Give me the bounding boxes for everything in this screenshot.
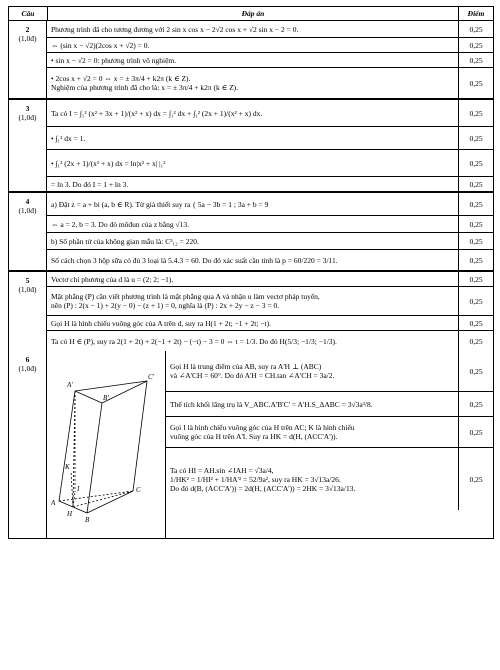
score-cell: 0,25 [458, 233, 493, 249]
header-answer: Đáp án [241, 9, 265, 18]
answer-text [47, 100, 458, 126]
question-number-cell [9, 193, 47, 270]
question-number: 5 [25, 276, 30, 285]
answer-text [47, 250, 458, 270]
answer-row [47, 53, 493, 68]
answer-line: • sin x − √2 = 0: phương trình vô nghiệm. [51, 55, 177, 65]
question-points: (1,0đ) [18, 34, 37, 43]
question-points: (1,0đ) [18, 206, 37, 215]
answer-line: Gọi H là hình chiếu vuông góc của A trên d, suy ra H(1 + 2t; −1 + 2t; −t). [51, 318, 272, 328]
question-6-block [9, 351, 493, 538]
question-2-block [9, 21, 493, 100]
label-K: K [65, 463, 70, 471]
label-A1: A' [67, 381, 73, 389]
answer-text [47, 127, 458, 149]
question-points: (1,0đ) [18, 364, 37, 373]
score-cell: 0,25 [458, 127, 493, 149]
answer-line: b) Số phần tử của không gian mẫu là: C³₁₂ = 220. [51, 236, 199, 246]
answer-table [8, 6, 494, 539]
question-3-block [9, 100, 493, 193]
answer-row [47, 287, 493, 316]
answer-text [47, 193, 458, 215]
score-cell: 0,25 [458, 351, 493, 391]
answer-line: ⇔ a = 2, b = 3. Do đó môđun của z bằng √13. [51, 219, 189, 229]
question-number-cell [9, 272, 47, 351]
answer-line: 1/HK² = 1/HI² + 1/HA'² = 52/9a², suy ra HK = 3√13a/26. [170, 474, 341, 484]
label-B1: B' [103, 394, 109, 402]
answer-text [166, 448, 458, 510]
answer-row [47, 68, 493, 98]
label-I: I [77, 485, 80, 493]
score-cell: 0,25 [458, 100, 493, 126]
answer-row [47, 193, 493, 216]
answer-row [166, 417, 493, 448]
answer-text [47, 233, 458, 249]
answer-line: Gọi H là trung điểm của AB, suy ra A'H ⊥ (ABC) [170, 362, 322, 371]
answer-line: và ∠A'CH = 60°. Do đó A'H = CH.tan ∠A'CH = 3a/2. [170, 371, 335, 380]
score-cell: 0,25 [458, 216, 493, 232]
label-A: A [51, 499, 56, 507]
question-number-cell [9, 100, 47, 191]
answer-row [47, 21, 493, 38]
answer-rows [47, 272, 493, 351]
answer-row [47, 100, 493, 127]
answer-row [47, 38, 493, 53]
answer-text [47, 331, 458, 351]
score-cell: 0,25 [458, 250, 493, 270]
answer-row [47, 272, 493, 287]
answer-rows [47, 193, 493, 270]
answer-text [166, 351, 458, 391]
score-cell: 0,25 [458, 68, 493, 98]
answer-text [47, 38, 458, 52]
answer-text [166, 392, 458, 416]
question-number-cell [9, 21, 47, 98]
answer-row [47, 250, 493, 270]
answer-line: Thể tích khối lăng trụ là V_ABC.A'B'C' = A'H.S_ΔABC = 3√3a³/8. [170, 399, 373, 409]
answer-line: Nghiệm của phương trình đã cho là: x = ± 3π/4 + k2π (k ∈ Z). [51, 83, 239, 92]
answer-line: ⇔ (sin x − √2)(2cos x + √2) = 0. [51, 40, 150, 50]
answer-row [47, 331, 493, 351]
answer-row [47, 177, 493, 191]
answer-line: Ta có HI = AH.sin ∠IAH = √3a/4, [170, 465, 274, 475]
answer-row [166, 448, 493, 510]
answer-text [47, 53, 458, 67]
answer-line: Vectơ chỉ phương của d là u = (2; 2; −1). [51, 274, 174, 284]
answer-line: Phương trình đã cho tương đương với 2 sin x cos x − 2√2 cos x + √2 sin x − 2 = 0. [51, 24, 299, 34]
answer-line: Mặt phẳng (P) cần viết phương trình là mặt phẳng qua A và nhận u làm vectơ pháp tuyến, [51, 292, 320, 301]
answer-line: nên (P) : 2(x − 1) + 2(y − 0) − (z + 1) = 0, nghĩa là (P) : 2x + 2y − z − 3 = 0. [51, 301, 280, 310]
answer-text [47, 150, 458, 176]
answer-line: = ln 3. Do đó I = 1 + ln 3. [51, 179, 129, 189]
answer-row [166, 392, 493, 417]
score-cell: 0,25 [458, 331, 493, 351]
answer-row [166, 351, 493, 392]
answer-row [47, 233, 493, 250]
answer-text [47, 21, 458, 37]
label-B: B [85, 516, 90, 524]
question-number: 6 [25, 355, 30, 364]
score-cell: 0,25 [458, 38, 493, 52]
score-cell: 0,25 [458, 392, 493, 416]
prism-figure [47, 351, 166, 538]
score-cell: 0,25 [458, 287, 493, 315]
question-number: 2 [25, 25, 30, 34]
question-points: (1,0đ) [18, 113, 37, 122]
score-cell: 0,25 [458, 177, 493, 191]
score-cell: 0,25 [458, 21, 493, 37]
answer-row [47, 127, 493, 150]
answer-line: Ta có I = ∫₁² (x² + 3x + 1)/(x² + x) dx = ∫₁² dx + ∫₁² (2x + 1)/(x² + x) dx. [51, 108, 263, 118]
answer-line: Ta có H ∈ (P), suy ra 2(1 + 2t) + 2(−1 + 2t) − (−t) − 3 = 0 ⇔ t = 1/3. Do đó H(5/3; −1/3; −1/3). [51, 336, 337, 346]
answer-text [166, 417, 458, 447]
question-4-block [9, 193, 493, 272]
answer-row [47, 216, 493, 233]
answer-line: vuông góc của H trên A'I. Suy ra HK = d(H, (ACC'A')). [170, 432, 338, 441]
label-C: C [136, 486, 141, 494]
label-C1: C' [148, 373, 155, 381]
score-cell: 0,25 [458, 417, 493, 447]
answer-text [47, 68, 458, 98]
score-cell: 0,25 [458, 448, 493, 510]
score-cell: 0,25 [458, 193, 493, 215]
answer-text [47, 216, 458, 232]
header-score: Điểm [458, 7, 493, 20]
answer-text [47, 177, 458, 191]
header-question: Câu [9, 7, 48, 20]
answer-line: a) Đặt z = a + bi (a, b ∈ R). Từ giả thiết suy ra { 5a − 3b = 1 ; 3a + b = 9 [51, 199, 269, 209]
answer-text [47, 272, 458, 286]
question-number: 3 [25, 104, 30, 113]
score-cell: 0,25 [458, 150, 493, 176]
answer-line: Gọi I là hình chiếu vuông góc của H trên AC; K là hình chiếu [170, 423, 355, 432]
score-cell: 0,25 [458, 53, 493, 67]
question-5-block [9, 272, 493, 351]
question-points: (1,0đ) [18, 285, 37, 294]
answer-row [47, 150, 493, 177]
answer-rows [47, 100, 493, 191]
question-6-number-cell [9, 351, 47, 538]
score-cell: 0,25 [458, 316, 493, 330]
answer-rows [47, 21, 493, 98]
table-header [9, 7, 493, 21]
label-H: H [67, 510, 73, 518]
score-cell: 0,25 [458, 272, 493, 286]
question-6-rows [166, 351, 493, 538]
answer-line: • 2cos x + √2 = 0 ⇔ x = ± 3π/4 + k2π (k ∈ Z). [51, 74, 191, 83]
answer-line: Do đó d(B, (ACC'A')) = 2d(H, (ACC'A')) = 2HK = 3√13a/13. [170, 483, 356, 493]
answer-text [47, 316, 458, 330]
answer-line: • ∫₁² (2x + 1)/(x² + x) dx = ln|x² + x| |₁² [51, 158, 166, 168]
question-number: 4 [25, 197, 30, 206]
answer-row [47, 316, 493, 331]
answer-text [47, 287, 458, 315]
answer-line: Số cách chọn 3 hộp sữa có đủ 3 loại là 5.4.3 = 60. Do đó xác suất cần tính là p = 60/220 = 3/11. [51, 255, 338, 265]
answer-line: • ∫₁² dx = 1. [51, 133, 86, 143]
prism-diagram [47, 351, 165, 536]
